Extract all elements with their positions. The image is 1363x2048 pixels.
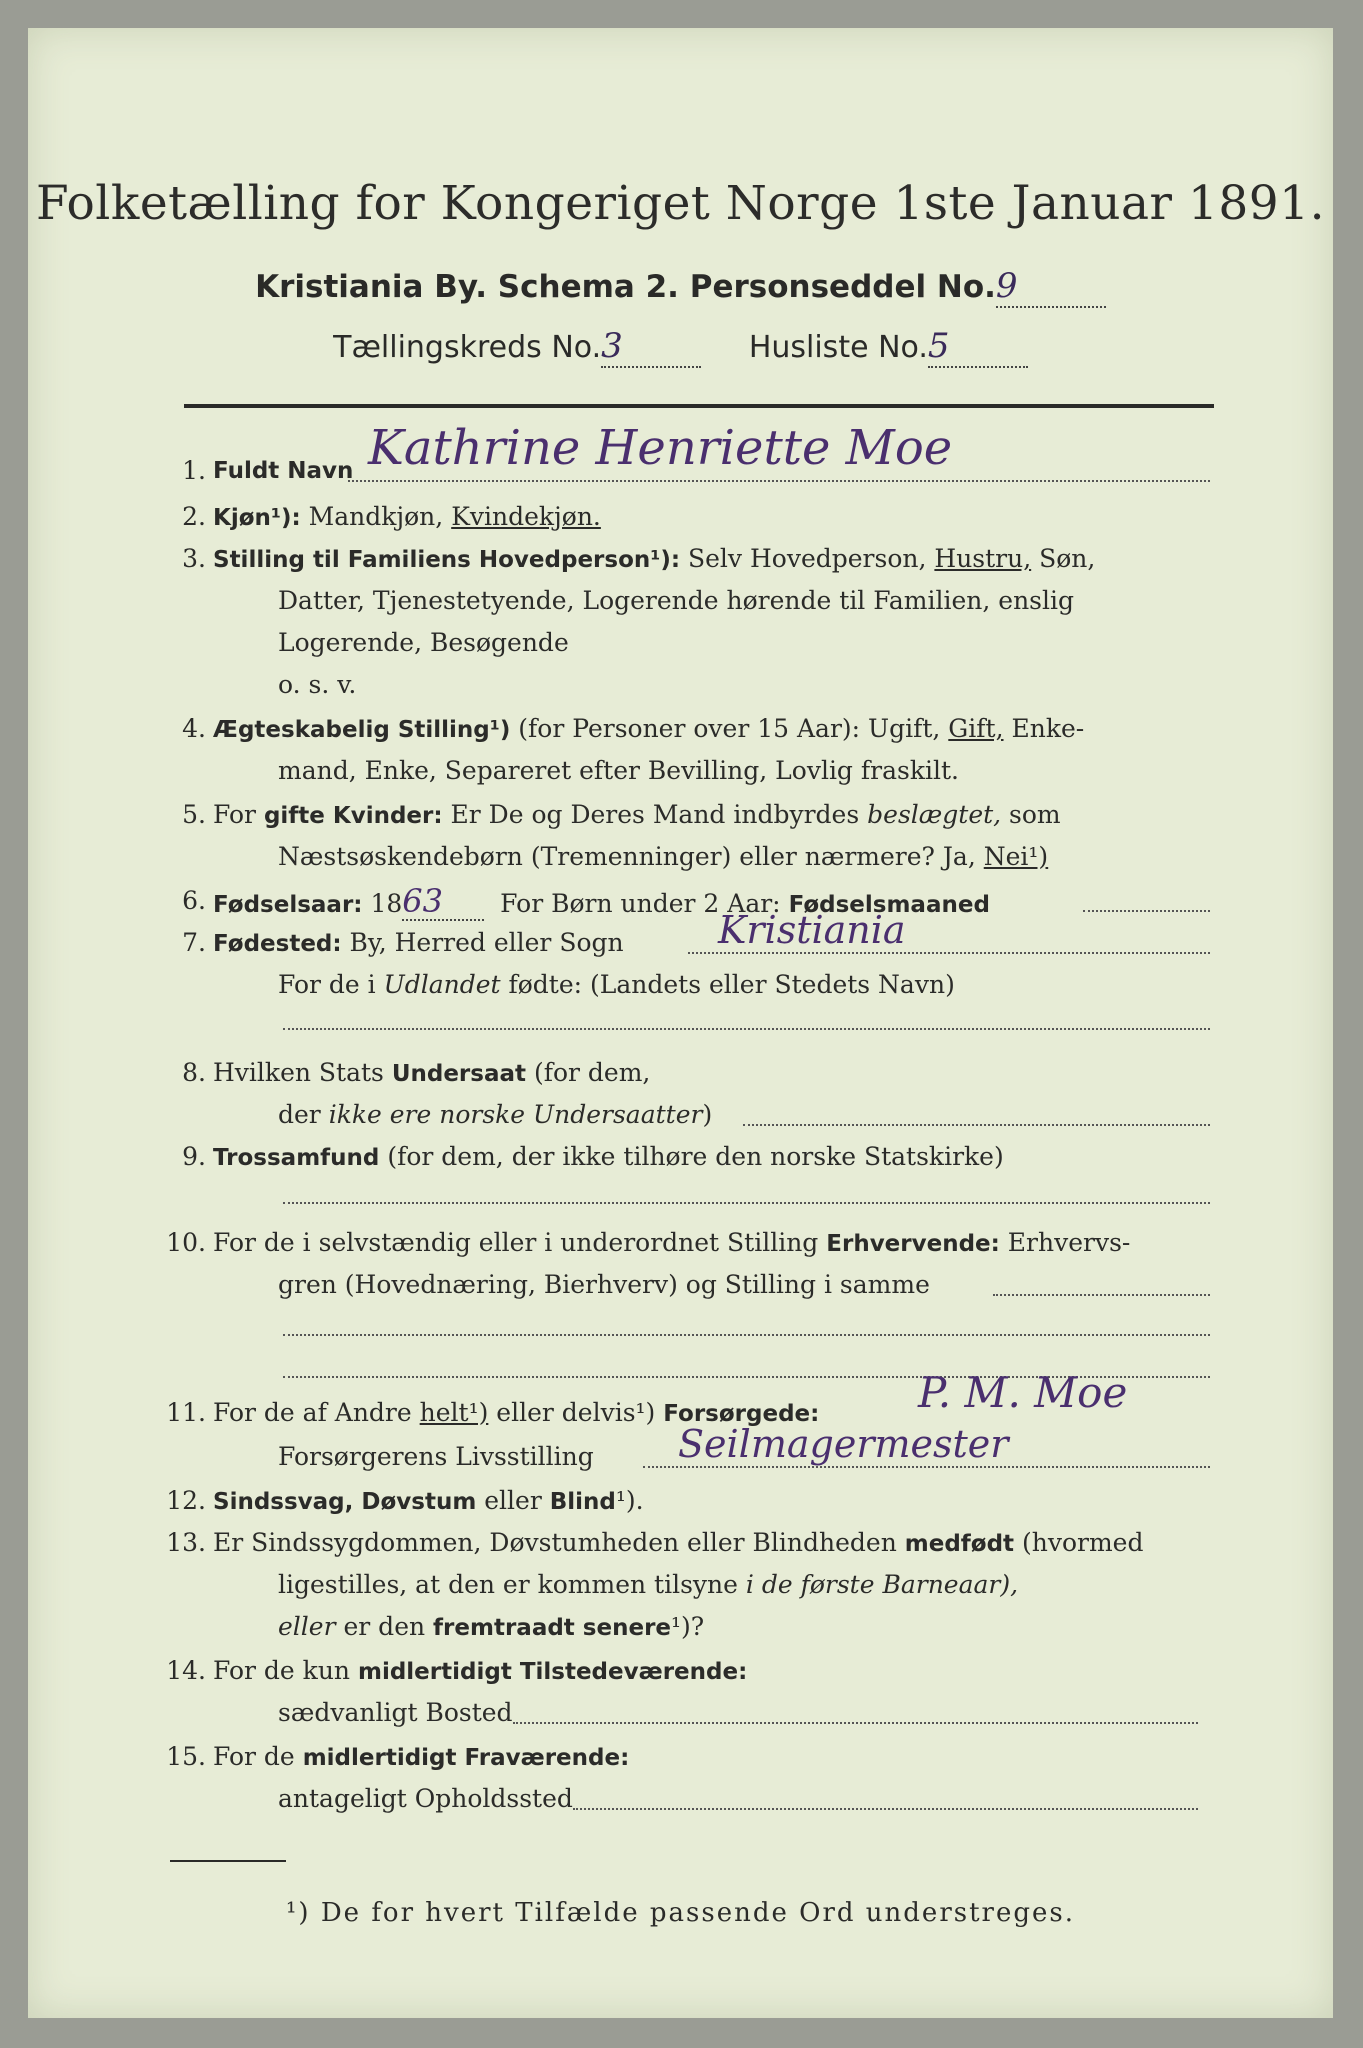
question-number: 3. (182, 544, 206, 573)
question-number: 7. (182, 928, 206, 957)
question-label: Blind (549, 1489, 616, 1515)
answer-line (743, 1124, 1210, 1126)
birthplace-answer: Kristiania (718, 908, 906, 952)
option-text: ligestilles, at den er kommen tilsyne (278, 1570, 746, 1599)
option-text: ) (702, 1100, 713, 1129)
schema-line (28, 266, 1333, 308)
answer-line (643, 1466, 1210, 1468)
option-text: som (1001, 800, 1061, 829)
question-label: Ægteskabelig Stilling¹) (213, 717, 511, 743)
question-label: gifte Kvinder: (263, 803, 443, 829)
option-text: Datter, Tjenestetyende, Logerende hørende til Familien, enslig (278, 586, 1075, 615)
question-label: medfødt (904, 1531, 1015, 1557)
option-text: sædvanligt Bosted (278, 1698, 513, 1727)
option-text: beslægtet, (867, 800, 1002, 829)
option-text: Er De og Deres Mand indbyrdes (442, 800, 868, 829)
option-text: 18 (362, 889, 403, 918)
question-number: 9. (182, 1142, 206, 1171)
taellingskreds-number: 3 (601, 326, 623, 366)
question-label: Trossamfund (213, 1145, 380, 1171)
question-number: 12. (166, 1486, 206, 1515)
question-label: Erhvervende: (826, 1231, 1000, 1257)
option-gift: Gift, (948, 714, 1004, 743)
schema-line-text: Kristiania By. Schema 2. Personseddel No. (255, 269, 996, 305)
option-text: (hvormed (1014, 1528, 1144, 1557)
form-title: Folketælling for Kongeriget Norge 1ste Januar 1891. (35, 176, 1326, 231)
question-label: midlertidigt Fraværende: (302, 1745, 630, 1771)
answer-line (513, 1722, 1198, 1724)
header-divider (184, 404, 1214, 408)
question-number: 10. (166, 1228, 206, 1257)
option-text: i de første Barneaar), (745, 1570, 1019, 1599)
option-text: er den (335, 1612, 434, 1641)
husliste-number: 5 (927, 326, 950, 366)
option-text: Enke- (1003, 714, 1085, 743)
kreds-line (28, 326, 1333, 368)
question-label: Forsørgede: (663, 1401, 820, 1427)
provider-occupation-answer: Seilmagermester (678, 1422, 1009, 1466)
question-number: 5. (182, 800, 206, 829)
answer-line (283, 1202, 1210, 1204)
option-text: (for dem, (526, 1058, 651, 1087)
option-text: eller delvis¹) (488, 1398, 664, 1427)
question-label: Fødested: (213, 931, 342, 957)
answer-line (688, 952, 1210, 954)
option-text: Forsørgerens Livsstilling (278, 1442, 594, 1471)
answer-line (283, 1028, 1210, 1030)
option-text: ¹)? (671, 1612, 705, 1641)
question-label: fremtraadt senere (433, 1615, 672, 1641)
option-text: Udlandet (383, 970, 501, 999)
question-number: 1. (182, 456, 206, 485)
option-text: eller (278, 1612, 336, 1641)
option-text: For de kun (213, 1656, 358, 1685)
question-label: Stilling til Familiens Hovedperson¹): (213, 547, 681, 573)
question-label: Kjøn¹): (213, 505, 301, 531)
option-helt: helt¹) (419, 1398, 489, 1427)
option-text: For de i (278, 970, 384, 999)
answer-line (573, 1808, 1198, 1810)
census-form (28, 28, 1333, 2018)
option-text: Erhvervs- (999, 1228, 1131, 1257)
option-text: gren (Hovednæring, Bierhverv) og Stilling i samme (278, 1270, 930, 1299)
question-number: 11. (166, 1398, 206, 1427)
option-text: By, Herred eller Sogn (341, 928, 624, 957)
option-kvindekjon: Kvindekjøn. (451, 502, 601, 531)
question-number: 13. (166, 1528, 206, 1557)
option-text: For de af Andre (213, 1398, 420, 1427)
question-label: Sindssvag, Døvstum (213, 1489, 477, 1515)
answer-line (348, 480, 1210, 482)
option-text: (for Personer over 15 Aar): Ugift, (510, 714, 949, 743)
question-number: 15. (166, 1742, 206, 1771)
option-text: For de (213, 1742, 303, 1771)
answer-line (283, 1334, 1210, 1336)
option-text: Hvilken Stats (213, 1058, 392, 1087)
answer-line (1083, 910, 1210, 912)
question-label: Fødselsaar: (213, 892, 363, 918)
option-text: fødte: (Landets eller Stedets Navn) (500, 970, 955, 999)
option-text: (for dem, der ikke tilhøre den norske Statskirke) (379, 1142, 1004, 1171)
question-number: 14. (166, 1656, 206, 1685)
option-nei: Nei¹) (983, 842, 1049, 871)
taellingskreds-label: Tællingskreds No. (333, 330, 602, 365)
option-text: Søn, (1031, 544, 1096, 573)
option-text: For de i selvstændig eller i underordnet Stilling (213, 1228, 827, 1257)
answer-line (993, 1294, 1210, 1296)
birth-year-answer: 63 (402, 882, 443, 920)
option-text: ¹). (615, 1486, 644, 1515)
question-number: 8. (182, 1058, 206, 1087)
option-text: For (213, 800, 264, 829)
option-text: Logerende, Besøgende (278, 628, 569, 657)
question-number: 2. (182, 502, 206, 531)
option-mandkjon: Mandkjøn, (300, 502, 452, 531)
question-label: Undersaat (391, 1061, 526, 1087)
option-hustru: Hustru, (934, 544, 1032, 573)
question-label: Fødselsmaaned (788, 892, 990, 918)
option-text: Næstsøskendebørn (Tremenninger) eller nærmere? Ja, (278, 842, 984, 871)
option-text: der (278, 1100, 329, 1129)
full-name-answer: Kathrine Henriette Moe (368, 420, 953, 476)
footnote-divider (170, 1860, 286, 1862)
option-text: Selv Hovedperson, (680, 544, 935, 573)
option-text: eller (476, 1486, 550, 1515)
option-text: For Børn under 2 Aar: (500, 889, 789, 918)
option-text: mand, Enke, Separeret efter Bevilling, Lovlig fraskilt. (278, 756, 959, 785)
question-number: 6. (182, 886, 206, 915)
husliste-label: Husliste No. (748, 330, 928, 365)
option-text: Er Sindssygdommen, Døvstumheden eller Blindheden (213, 1528, 905, 1557)
option-text: o. s. v. (278, 670, 357, 699)
question-label: midlertidigt Tilstedeværende: (357, 1659, 748, 1685)
footnote: ¹) De for hvert Tilfælde passende Ord understreges. (285, 1898, 1075, 1928)
question-label: Fuldt Navn (213, 458, 354, 484)
personseddel-number: 9 (995, 266, 1018, 306)
provider-answer: P. M. Moe (918, 1368, 1128, 1417)
question-number: 4. (182, 714, 206, 743)
option-text: antageligt Opholdssted (278, 1784, 573, 1813)
option-text: ikke ere norske Undersaatter (328, 1100, 703, 1129)
